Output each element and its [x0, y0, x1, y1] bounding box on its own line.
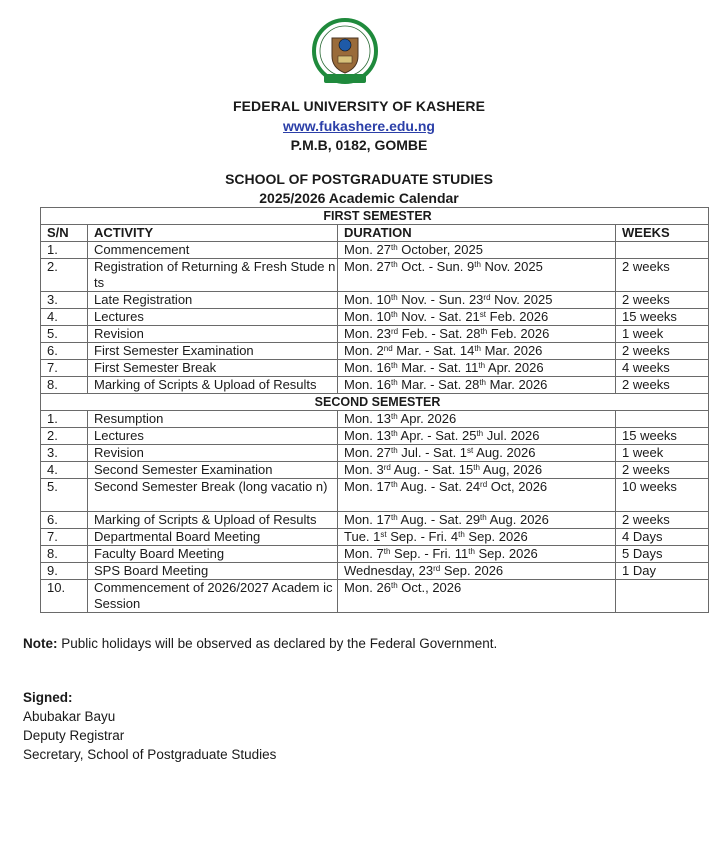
table-row — [41, 428, 709, 445]
cell-duration: Mon. 23rd Feb. - Sat. 28th Feb. 2026 — [338, 326, 616, 343]
cell-duration: Mon. 13th Apr. - Sat. 25th Jul. 2026 — [338, 428, 616, 445]
cell-sn: 4. — [41, 309, 88, 326]
note-text: Public holidays will be observed as declared by the Federal Government. — [61, 636, 498, 651]
signatory-title: Deputy Registrar — [23, 728, 125, 743]
note — [23, 636, 497, 651]
column-header-duration: DURATION — [338, 225, 616, 242]
signatory-name: Abubakar Bayu — [23, 709, 116, 724]
cell-duration: Mon. 2nd Mar. - Sat. 14th Mar. 2026 — [338, 343, 616, 360]
cell-activity: Marking of Scripts & Upload of Results — [88, 512, 338, 529]
academic-calendar-table — [40, 207, 709, 613]
cell-activity: Marking of Scripts & Upload of Results — [88, 377, 338, 394]
second-semester-heading-row — [41, 394, 709, 411]
cell-duration: Tue. 1st Sep. - Fri. 4th Sep. 2026 — [338, 529, 616, 546]
cell-weeks: 2 weeks — [616, 259, 709, 292]
first-semester-heading-row — [41, 208, 709, 225]
cell-weeks: 1 Day — [616, 563, 709, 580]
cell-sn: 7. — [41, 360, 88, 377]
cell-sn: 6. — [41, 343, 88, 360]
cell-sn: 6. — [41, 512, 88, 529]
cell-weeks: 10 weeks — [616, 479, 709, 512]
table-row — [41, 529, 709, 546]
university-logo — [310, 18, 380, 88]
cell-duration: Mon. 17th Aug. - Sat. 24rd Oct, 2026 — [338, 479, 616, 512]
cell-activity: First Semester Break — [88, 360, 338, 377]
first-semester-heading: FIRST SEMESTER — [41, 208, 709, 225]
table-row — [41, 259, 709, 292]
cell-duration: Mon. 10th Nov. - Sat. 21st Feb. 2026 — [338, 309, 616, 326]
cell-weeks: 2 weeks — [616, 462, 709, 479]
cell-duration: Mon. 7th Sep. - Fri. 11th Sep. 2026 — [338, 546, 616, 563]
cell-duration: Mon. 16th Mar. - Sat. 11th Apr. 2026 — [338, 360, 616, 377]
cell-weeks: 1 week — [616, 326, 709, 343]
cell-sn: 3. — [41, 292, 88, 309]
cell-activity: Departmental Board Meeting — [88, 529, 338, 546]
table-row — [41, 512, 709, 529]
cell-sn: 2. — [41, 259, 88, 292]
cell-weeks: 2 weeks — [616, 343, 709, 360]
cell-sn: 7. — [41, 529, 88, 546]
cell-duration: Wednesday, 23rd Sep. 2026 — [338, 563, 616, 580]
cell-weeks: 15 weeks — [616, 309, 709, 326]
cell-activity: Second Semester Break (long vacatio n) — [88, 479, 338, 512]
cell-duration: Mon. 10th Nov. - Sun. 23rd Nov. 2025 — [338, 292, 616, 309]
table-row — [41, 377, 709, 394]
cell-weeks: 5 Days — [616, 546, 709, 563]
cell-sn: 8. — [41, 377, 88, 394]
cell-duration: Mon. 27th October, 2025 — [338, 242, 616, 259]
cell-duration: Mon. 16th Mar. - Sat. 28th Mar. 2026 — [338, 377, 616, 394]
cell-duration: Mon. 13th Apr. 2026 — [338, 411, 616, 428]
cell-duration: Mon. 3rd Aug. - Sat. 15th Aug, 2026 — [338, 462, 616, 479]
table-row — [41, 242, 709, 259]
cell-sn: 4. — [41, 462, 88, 479]
cell-weeks: 1 week — [616, 445, 709, 462]
cell-weeks: 2 weeks — [616, 377, 709, 394]
cell-weeks: 15 weeks — [616, 428, 709, 445]
cell-activity: First Semester Examination — [88, 343, 338, 360]
postal-address: P.M.B, 0182, GOMBE — [290, 137, 428, 153]
cell-activity: Registration of Returning & Fresh Stude nts — [88, 259, 338, 292]
school-name: SCHOOL OF POSTGRADUATE STUDIES — [225, 171, 493, 187]
cell-weeks: 2 weeks — [616, 292, 709, 309]
cell-activity: Faculty Board Meeting — [88, 546, 338, 563]
table-row — [41, 445, 709, 462]
signatory-office: Secretary, School of Postgraduate Studies — [23, 747, 277, 762]
table-row — [41, 343, 709, 360]
cell-sn: 5. — [41, 479, 88, 512]
cell-activity: Commencement — [88, 242, 338, 259]
university-name: FEDERAL UNIVERSITY OF KASHERE — [232, 98, 486, 114]
cell-activity: Revision — [88, 445, 338, 462]
cell-activity: Lectures — [88, 428, 338, 445]
cell-duration: Mon. 26th Oct., 2026 — [338, 580, 616, 613]
cell-sn: 8. — [41, 546, 88, 563]
cell-sn: 1. — [41, 411, 88, 428]
column-header-row — [41, 225, 709, 242]
table-row — [41, 309, 709, 326]
cell-sn: 2. — [41, 428, 88, 445]
cell-activity: SPS Board Meeting — [88, 563, 338, 580]
table-row — [41, 360, 709, 377]
cell-activity: Late Registration — [88, 292, 338, 309]
cell-activity: Commencement of 2026/2027 Academ ic Session — [88, 580, 338, 613]
cell-weeks — [616, 580, 709, 613]
column-header-activity: ACTIVITY — [88, 225, 338, 242]
cell-weeks: 4 weeks — [616, 360, 709, 377]
cell-weeks — [616, 411, 709, 428]
cell-sn: 1. — [41, 242, 88, 259]
cell-activity: Resumption — [88, 411, 338, 428]
cell-weeks: 4 Days — [616, 529, 709, 546]
signature-block — [23, 688, 276, 764]
table-row — [41, 546, 709, 563]
table-row — [41, 411, 709, 428]
note-label: Note: — [23, 636, 58, 651]
table-row — [41, 580, 709, 613]
cell-duration: Mon. 27th Oct. - Sun. 9th Nov. 2025 — [338, 259, 616, 292]
cell-activity: Second Semester Examination — [88, 462, 338, 479]
second-semester-heading: SECOND SEMESTER — [41, 394, 709, 411]
cell-weeks — [616, 242, 709, 259]
cell-sn: 3. — [41, 445, 88, 462]
cell-duration: Mon. 27th Jul. - Sat. 1st Aug. 2026 — [338, 445, 616, 462]
signed-label: Signed: — [23, 690, 73, 705]
cell-sn: 9. — [41, 563, 88, 580]
cell-duration: Mon. 17th Aug. - Sat. 29th Aug. 2026 — [338, 512, 616, 529]
calendar-title: 2025/2026 Academic Calendar — [259, 190, 459, 206]
column-header-weeks: WEEKS — [616, 225, 709, 242]
website-link[interactable] — [0, 118, 718, 134]
table-row — [41, 563, 709, 580]
table-row — [41, 462, 709, 479]
crest-icon — [310, 18, 380, 88]
cell-weeks: 2 weeks — [616, 512, 709, 529]
cell-activity: Lectures — [88, 309, 338, 326]
cell-activity: Revision — [88, 326, 338, 343]
cell-sn: 5. — [41, 326, 88, 343]
calendar-table-body — [41, 208, 709, 613]
cell-sn: 10. — [41, 580, 88, 613]
website-link-text[interactable]: www.fukashere.edu.ng — [283, 118, 435, 134]
table-row — [41, 479, 709, 512]
table-row — [41, 292, 709, 309]
table-row — [41, 326, 709, 343]
column-header-sn: S/N — [41, 225, 88, 242]
